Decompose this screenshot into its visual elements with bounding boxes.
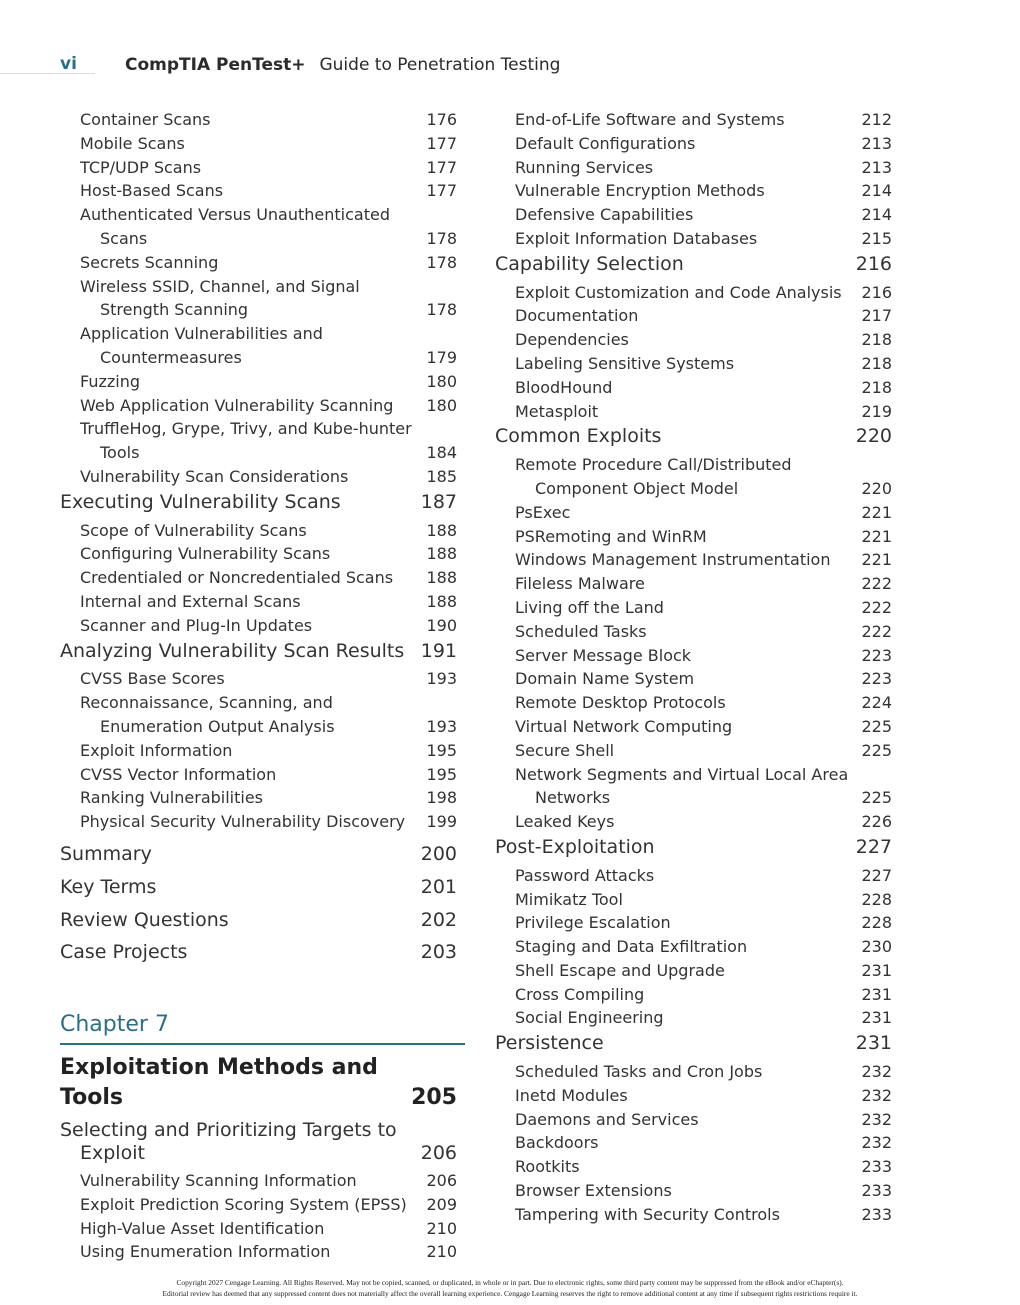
entry-title: Reconnaissance, Scanning, and Enumeration Output Analysis — [80, 693, 335, 736]
toc-entry[interactable] — [495, 525, 892, 549]
entry-title: Exploitation Methods and Tools — [60, 1055, 378, 1111]
entry-page-number: 222 — [861, 574, 892, 594]
toc-entry[interactable] — [60, 519, 457, 543]
toc-entry[interactable] — [60, 108, 457, 132]
entry-page-number: 226 — [861, 812, 892, 832]
entry-title: Case Projects — [60, 941, 188, 964]
entry-page-number: 216 — [861, 282, 892, 302]
toc-entry[interactable] — [60, 132, 457, 156]
entry-page-number: 184 — [426, 443, 457, 463]
entry-page-number: 227 — [861, 865, 892, 885]
entry-page-number: 198 — [426, 788, 457, 808]
toc-entry[interactable] — [495, 376, 892, 400]
entry-page-number: 228 — [861, 913, 892, 933]
toc-entry[interactable] — [495, 203, 892, 227]
toc-section-entry[interactable] — [60, 640, 457, 664]
entry-title: Internal and External Scans — [80, 591, 301, 611]
entry-title: Leaked Keys — [515, 812, 615, 832]
toc-section-entry[interactable] — [60, 909, 457, 933]
toc-entry[interactable] — [495, 763, 892, 811]
toc-entry[interactable] — [495, 1060, 892, 1084]
entry-page-number: 199 — [426, 812, 457, 832]
entry-page-number: 225 — [861, 788, 892, 808]
toc-entry[interactable] — [495, 1084, 892, 1108]
entry-title: Secrets Scanning — [80, 252, 219, 272]
toc-entry[interactable] — [495, 281, 892, 305]
page-number: vi — [60, 54, 77, 74]
entry-page-number: 177 — [426, 157, 457, 177]
toc-entry[interactable] — [495, 935, 892, 959]
entry-page-number: 179 — [426, 347, 457, 367]
entry-title: TruffleHog, Grype, Trivy, and Kube-hunter Tools — [80, 419, 412, 463]
entry-page-number: 188 — [426, 568, 457, 588]
entry-title: Secure Shell — [515, 740, 615, 760]
entry-title: Exploit Customization and Code Analysis — [515, 282, 842, 302]
book-title — [125, 55, 560, 75]
entry-title: Privilege Escalation — [515, 913, 671, 933]
entry-title: Vulnerable Encryption Methods — [515, 181, 765, 201]
entry-page-number: 195 — [426, 740, 457, 760]
book-title-rest: Guide to Penetration Testing — [319, 55, 561, 75]
toc-entry[interactable] — [60, 417, 457, 465]
entry-title: Mimikatz Tool — [515, 889, 623, 909]
entry-page-number: 176 — [426, 110, 457, 129]
entry-page-number: 222 — [861, 621, 892, 641]
entry-title: Fuzzing — [80, 371, 141, 391]
copyright-footer — [0, 1277, 1020, 1299]
toc-entry[interactable] — [60, 1193, 457, 1217]
toc-section-entry[interactable] — [60, 843, 457, 867]
entry-title: Shell Escape and Upgrade — [515, 960, 725, 980]
entry-title: High-Value Asset Identification — [80, 1218, 325, 1238]
toc-entry[interactable] — [495, 572, 892, 596]
toc-entry[interactable] — [60, 465, 457, 489]
entry-title: Dependencies — [515, 330, 629, 350]
entry-title: Ranking Vulnerabilities — [80, 788, 264, 808]
entry-title: Web Application Vulnerability Scanning — [80, 395, 394, 415]
toc-section-entry[interactable] — [60, 941, 457, 965]
toc-entry[interactable] — [60, 1240, 457, 1264]
entry-title: Inetd Modules — [515, 1085, 628, 1105]
entry-title: Host-Based Scans — [80, 181, 224, 201]
toc-entry[interactable] — [60, 179, 457, 203]
entry-page-number: 232 — [861, 1133, 892, 1153]
entry-page-number: 215 — [861, 228, 892, 248]
toc-entry[interactable] — [495, 1108, 892, 1132]
entry-page-number: 227 — [855, 835, 892, 858]
entry-title: Post-Exploitation — [495, 835, 655, 858]
book-title-bold: CompTIA PenTest+ — [125, 55, 306, 75]
toc-entry[interactable] — [60, 251, 457, 275]
toc-section-entry[interactable] — [495, 836, 892, 860]
entry-title: Scheduled Tasks and Cron Jobs — [515, 1062, 763, 1082]
entry-title: Remote Procedure Call/Distributed Component Object Model — [515, 455, 792, 498]
copyright-line-2: Editorial review has deemed that any suppressed content does not materially affect the overall learning experience. Cengage Learning reserves the right to remove additional content at any time if subsequent rights restrictions require it. — [162, 1289, 858, 1298]
toc-entry[interactable] — [495, 959, 892, 983]
entry-page-number: 201 — [420, 875, 457, 898]
toc-entry[interactable] — [495, 810, 892, 834]
toc-entry[interactable] — [495, 596, 892, 620]
toc-entry[interactable] — [60, 763, 457, 787]
entry-page-number: 205 — [411, 1085, 457, 1111]
entry-title: Using Enumeration Information — [80, 1242, 331, 1262]
entry-title: Remote Desktop Protocols — [515, 693, 726, 713]
entry-page-number: 178 — [426, 252, 457, 272]
entry-page-number: 233 — [861, 1204, 892, 1224]
toc-entry[interactable] — [60, 370, 457, 394]
entry-title: TCP/UDP Scans — [80, 157, 202, 177]
entry-page-number: 231 — [855, 1032, 892, 1055]
toc-entry[interactable] — [495, 227, 892, 251]
entry-title: Wireless SSID, Channel, and Signal Strength Scanning — [80, 276, 360, 320]
toc-entry[interactable] — [495, 1131, 892, 1155]
entry-page-number: 216 — [855, 252, 892, 275]
entry-page-number: 221 — [861, 550, 892, 570]
entry-page-number: 218 — [861, 353, 892, 373]
entry-title: Fileless Malware — [515, 574, 645, 594]
toc-entry[interactable] — [60, 786, 457, 810]
entry-page-number: 219 — [861, 401, 892, 421]
copyright-line-1: Copyright 2027 Cengage Learning. All Rights Reserved. May not be copied, scanned, or duplicated, in whole or in part. Due to electronic rights, some third party content may be suppressed from the eBook and/or eChapter(s). — [176, 1278, 844, 1287]
toc-section-entry[interactable] — [495, 425, 892, 449]
toc-entry[interactable] — [495, 108, 892, 132]
entry-page-number: 231 — [861, 960, 892, 980]
entry-title: Configuring Vulnerability Scans — [80, 544, 331, 564]
entry-title: Capability Selection — [495, 252, 684, 275]
toc-entry[interactable] — [495, 179, 892, 203]
entry-title: End-of-Life Software and Systems — [515, 110, 785, 129]
entry-page-number: 193 — [426, 716, 457, 736]
toc-right-column — [495, 108, 892, 1227]
entry-title: Scope of Vulnerability Scans — [80, 520, 307, 540]
entry-page-number: 221 — [861, 502, 892, 522]
entry-title: Labeling Sensitive Systems — [515, 353, 735, 373]
entry-title: Daemons and Services — [515, 1109, 699, 1129]
toc-entry[interactable] — [60, 203, 457, 251]
entry-page-number: 228 — [861, 889, 892, 909]
entry-title: PsExec — [515, 502, 571, 522]
toc-entry[interactable] — [495, 400, 892, 424]
toc-entry[interactable] — [60, 810, 457, 834]
entry-title: Exploit Information — [80, 740, 233, 760]
entry-title: Domain Name System — [515, 669, 695, 689]
toc-section-entry[interactable] — [495, 253, 892, 277]
entry-title: Running Services — [515, 157, 654, 177]
entry-title: Tampering with Security Controls — [515, 1204, 780, 1224]
entry-title: Application Vulnerabilities and Countermeasures — [80, 324, 323, 367]
entry-title: Analyzing Vulnerability Scan Results — [60, 639, 405, 662]
entry-page-number: 206 — [420, 1142, 457, 1165]
toc-entry[interactable] — [495, 667, 892, 691]
entry-page-number: 231 — [861, 984, 892, 1004]
entry-page-number: 217 — [861, 306, 892, 326]
entry-page-number: 223 — [861, 645, 892, 665]
entry-title: Documentation — [515, 306, 639, 326]
header-rule — [0, 73, 95, 74]
toc-entry[interactable] — [495, 911, 892, 935]
entry-page-number: 233 — [861, 1181, 892, 1201]
entry-page-number: 212 — [861, 110, 892, 129]
entry-title: Container Scans — [80, 110, 211, 129]
entry-title: Cross Compiling — [515, 984, 645, 1004]
toc-entry[interactable] — [60, 322, 457, 370]
toc-entry[interactable] — [495, 864, 892, 888]
entry-title: Review Questions — [60, 908, 229, 931]
entry-page-number: 225 — [861, 740, 892, 760]
entry-page-number: 220 — [861, 478, 892, 498]
entry-page-number: 187 — [420, 490, 457, 513]
entry-title: Browser Extensions — [515, 1181, 672, 1201]
toc-entry[interactable] — [60, 394, 457, 418]
entry-title: Rootkits — [515, 1157, 580, 1177]
entry-page-number: 195 — [426, 764, 457, 784]
toc-section-entry[interactable] — [60, 876, 457, 900]
toc-entry[interactable] — [495, 548, 892, 572]
entry-title: Exploit Prediction Scoring System (EPSS) — [80, 1194, 407, 1214]
toc-entry[interactable] — [60, 1169, 457, 1193]
entry-title: Backdoors — [515, 1133, 599, 1153]
toc-entry[interactable] — [60, 739, 457, 763]
entry-title: Mobile Scans — [80, 133, 185, 153]
toc-entry[interactable] — [495, 644, 892, 668]
chapter-title-entry[interactable] — [60, 1053, 457, 1113]
entry-page-number: 188 — [426, 591, 457, 611]
toc-entry[interactable] — [495, 691, 892, 715]
entry-title: BloodHound — [515, 377, 613, 397]
entry-title: CVSS Base Scores — [80, 669, 225, 689]
entry-page-number: 209 — [426, 1194, 457, 1214]
toc-entry[interactable] — [495, 304, 892, 328]
entry-title: Executing Vulnerability Scans — [60, 490, 341, 513]
entry-page-number: 214 — [861, 181, 892, 201]
entry-page-number: 206 — [426, 1171, 457, 1191]
toc-entry[interactable] — [60, 667, 457, 691]
entry-title: Common Exploits — [495, 425, 662, 448]
toc-section-entry[interactable] — [60, 1119, 457, 1165]
entry-page-number: 223 — [861, 669, 892, 689]
entry-title: Defensive Capabilities — [515, 205, 694, 225]
toc-entry[interactable] — [495, 1203, 892, 1227]
entry-page-number: 178 — [426, 300, 457, 320]
entry-title: PSRemoting and WinRM — [515, 526, 707, 546]
entry-page-number: 225 — [861, 716, 892, 736]
entry-title: Metasploit — [515, 401, 599, 421]
entry-page-number: 232 — [861, 1109, 892, 1129]
entry-title: Scanner and Plug-In Updates — [80, 615, 313, 635]
entry-title: Default Configurations — [515, 133, 696, 153]
toc-entry[interactable] — [495, 1006, 892, 1030]
toc-entry[interactable] — [60, 156, 457, 180]
entry-title: Persistence — [495, 1032, 604, 1055]
entry-page-number: 232 — [861, 1062, 892, 1082]
toc-entry[interactable] — [495, 453, 892, 501]
entry-page-number: 193 — [426, 669, 457, 689]
entry-page-number: 221 — [861, 526, 892, 546]
entry-page-number: 220 — [855, 425, 892, 448]
entry-title: Living off the Land — [515, 597, 664, 617]
toc-entry[interactable] — [495, 1179, 892, 1203]
entry-page-number: 202 — [420, 908, 457, 931]
entry-page-number: 177 — [426, 133, 457, 153]
entry-title: Authenticated Versus Unauthenticated Scans — [80, 205, 390, 248]
toc-section-entry[interactable] — [60, 491, 457, 515]
entry-page-number: 185 — [426, 466, 457, 486]
toc-entry[interactable] — [495, 715, 892, 739]
toc-entry[interactable] — [495, 501, 892, 525]
entry-page-number: 214 — [861, 205, 892, 225]
entry-page-number: 188 — [426, 520, 457, 540]
entry-page-number: 218 — [861, 377, 892, 397]
entry-page-number: 213 — [861, 133, 892, 153]
entry-title: Network Segments and Virtual Local Area Networks — [515, 764, 849, 808]
entry-title: Summary — [60, 842, 152, 865]
entry-title: Physical Security Vulnerability Discovery — [80, 812, 406, 832]
entry-page-number: 191 — [420, 639, 457, 662]
toc-entry[interactable] — [60, 614, 457, 638]
entry-page-number: 218 — [861, 330, 892, 350]
toc-entry[interactable] — [495, 739, 892, 763]
toc-entry[interactable] — [495, 1155, 892, 1179]
entry-title: Windows Management Instrumentation — [515, 550, 831, 570]
entry-page-number: 200 — [420, 842, 457, 865]
entry-title: Server Message Block — [515, 645, 692, 665]
toc-entry[interactable] — [60, 590, 457, 614]
toc-entry[interactable] — [60, 566, 457, 590]
entry-title: Selecting and Prioritizing Targets to Exploit — [60, 1119, 397, 1165]
entry-title: Password Attacks — [515, 865, 655, 885]
entry-page-number: 231 — [861, 1008, 892, 1028]
entry-page-number: 210 — [426, 1242, 457, 1262]
toc-entry[interactable] — [495, 156, 892, 180]
toc-left-column — [60, 108, 457, 1264]
entry-page-number: 188 — [426, 544, 457, 564]
toc-section-entry[interactable] — [495, 1032, 892, 1056]
entry-page-number: 222 — [861, 597, 892, 617]
toc-entry[interactable] — [60, 1217, 457, 1241]
entry-page-number: 213 — [861, 157, 892, 177]
toc-entry[interactable] — [495, 983, 892, 1007]
chapter-label: Chapter 7 — [60, 1012, 465, 1045]
entry-title: Social Engineering — [515, 1008, 664, 1028]
entry-title: Scheduled Tasks — [515, 621, 647, 641]
entry-page-number: 180 — [426, 371, 457, 391]
entry-page-number: 177 — [426, 181, 457, 201]
toc-entry[interactable] — [495, 888, 892, 912]
toc-entry[interactable] — [60, 542, 457, 566]
entry-page-number: 180 — [426, 395, 457, 415]
entry-page-number: 233 — [861, 1157, 892, 1177]
entry-title: Virtual Network Computing — [515, 716, 733, 736]
entry-page-number: 203 — [420, 941, 457, 964]
entry-title: Credentialed or Noncredentialed Scans — [80, 568, 394, 588]
entry-title: Vulnerability Scanning Information — [80, 1171, 357, 1191]
entry-page-number: 178 — [426, 228, 457, 248]
entry-title: Key Terms — [60, 875, 157, 898]
toc-entry[interactable] — [495, 328, 892, 352]
entry-page-number: 230 — [861, 937, 892, 957]
entry-title: Staging and Data Exfiltration — [515, 937, 748, 957]
entry-page-number: 232 — [861, 1085, 892, 1105]
entry-page-number: 210 — [426, 1218, 457, 1238]
entry-page-number: 190 — [426, 615, 457, 635]
entry-title: Exploit Information Databases — [515, 228, 758, 248]
entry-page-number: 224 — [861, 693, 892, 713]
entry-title: CVSS Vector Information — [80, 764, 277, 784]
toc-entry[interactable] — [495, 620, 892, 644]
toc-entry[interactable] — [495, 352, 892, 376]
toc-entry[interactable] — [495, 132, 892, 156]
entry-title: Vulnerability Scan Considerations — [80, 466, 349, 486]
toc-entry[interactable] — [60, 691, 457, 739]
toc-entry[interactable] — [60, 275, 457, 323]
